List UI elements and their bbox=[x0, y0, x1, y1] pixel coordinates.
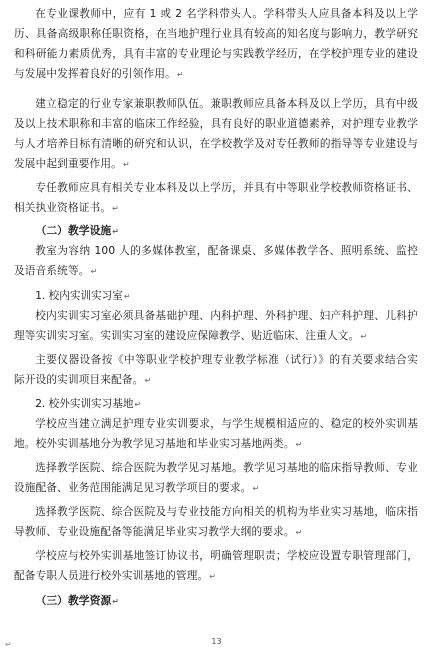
paragraph-classroom bbox=[14, 241, 418, 282]
subheading-off-campus-training bbox=[14, 394, 418, 415]
paragraph-equipment bbox=[14, 350, 418, 391]
paragraph-mark: ↵ bbox=[5, 640, 12, 649]
paragraph-mark: ↵ bbox=[122, 160, 130, 169]
paragraph-mark: ↵ bbox=[134, 400, 142, 409]
subheading-text: 1. 校内实训实习室 bbox=[35, 290, 123, 302]
paragraph-text: 校内实训实习室必须具备基础护理、内科护理、外科护理、妇产科护理、儿科护理等实训实习室。实训实习室的建设应保障教学、贴近临床、注重人文。 bbox=[14, 310, 418, 342]
paragraph-training-rooms bbox=[14, 306, 418, 347]
paragraph-mark: ↵ bbox=[112, 227, 119, 236]
paragraph-text: 主要仪器设备按《中等职业学校护理专业教学标准（试行）》的有关要求结合实际开设的实训项目来配备。 bbox=[14, 354, 418, 386]
paragraph-text: 教室为容纳 100 人的多媒体教室，配备课桌、多媒体教学各、照明系统、监控及语音系统等。 bbox=[14, 245, 418, 277]
subheading-on-campus-training bbox=[14, 286, 418, 307]
paragraph-mark: ↵ bbox=[90, 267, 98, 276]
section-heading-teaching-resources bbox=[14, 591, 418, 612]
paragraph-internship-base bbox=[14, 502, 418, 543]
paragraph-text: 学校应当建立满足护理专业实训要求，与学生规模相适应的、稳定的校外实训基地。校外实训基地分为教学见习基地和毕业实习基地两类。 bbox=[14, 418, 418, 450]
paragraph-mark: ↵ bbox=[252, 484, 260, 493]
paragraph-mark: ↵ bbox=[209, 572, 217, 581]
paragraph-text: 选择教学医院、综合医院及与专业技能方向相关的机构为毕业实习基地，临床指导教师、专业设施配备等能满足毕业实习教学大纲的要求。 bbox=[14, 506, 418, 538]
paragraph-text: 专任教师应具有相关专业本科及以上学历，并具有中等职业学校教师资格证书、相关执业资格证书。 bbox=[14, 182, 418, 214]
paragraph-mark: ↵ bbox=[295, 440, 303, 449]
subheading-text: 2. 校外实训实习基地 bbox=[35, 398, 134, 410]
paragraph-observation-base bbox=[14, 458, 418, 499]
heading-text: （三）教学资源 bbox=[35, 594, 112, 607]
paragraph-mark: ↵ bbox=[360, 332, 368, 341]
paragraph-mark: ↵ bbox=[123, 292, 131, 301]
paragraph-text: 学校应与校外实训基地签订协议书，明确管理职责；学校应设置专职管理部门，配备专职人员进行校外实训基地的管理。 bbox=[14, 550, 418, 582]
paragraph-full-time-teachers bbox=[14, 178, 418, 219]
paragraph-subject-leaders bbox=[14, 4, 418, 85]
paragraph-off-campus-bases bbox=[14, 414, 418, 455]
paragraph-mark: ↵ bbox=[144, 376, 152, 385]
heading-text: （二）教学设施 bbox=[35, 224, 112, 237]
paragraph-text: 在专业课教师中，应有 1 或 2 名学科带头人。学科带头人应具备本科及以上学历、具备高级职称任职资格，在当地护理行业具有较高的知名度与影响力，教学研究和科研能力素质优秀，具有丰富的专业理论与实践教学经历，在学校护理专业的建设与发展中发挥着良好的引领作用。 bbox=[14, 8, 418, 80]
paragraph-mark: ↵ bbox=[112, 597, 119, 606]
paragraph-mark: ↵ bbox=[112, 204, 120, 213]
paragraph-mark: ↵ bbox=[295, 528, 303, 537]
paragraph-part-time-teachers bbox=[14, 94, 418, 175]
paragraph-mark: ↵ bbox=[176, 70, 184, 79]
paragraph-text: 选择教学医院、综合医院为教学见习基地。教学见习基地的临床指导教师、专业设施配备、业务范围能满足见习教学项目的要求。 bbox=[14, 462, 418, 494]
section-heading-teaching-facilities bbox=[14, 221, 418, 242]
paragraph-agreement bbox=[14, 546, 418, 587]
paragraph-text: 建立稳定的行业专家兼职教师队伍。兼职教师应具备本科及以上学历，具有中级及以上技术职称和丰富的临床工作经验，具有良好的职业道德素养，对护理专业教学与人才培养目标有清晰的研究和认识，在学校教学及对专任教师的指导等专业建设与发展中起到重要作用。 bbox=[14, 98, 418, 170]
page-number: 13 bbox=[211, 637, 222, 646]
